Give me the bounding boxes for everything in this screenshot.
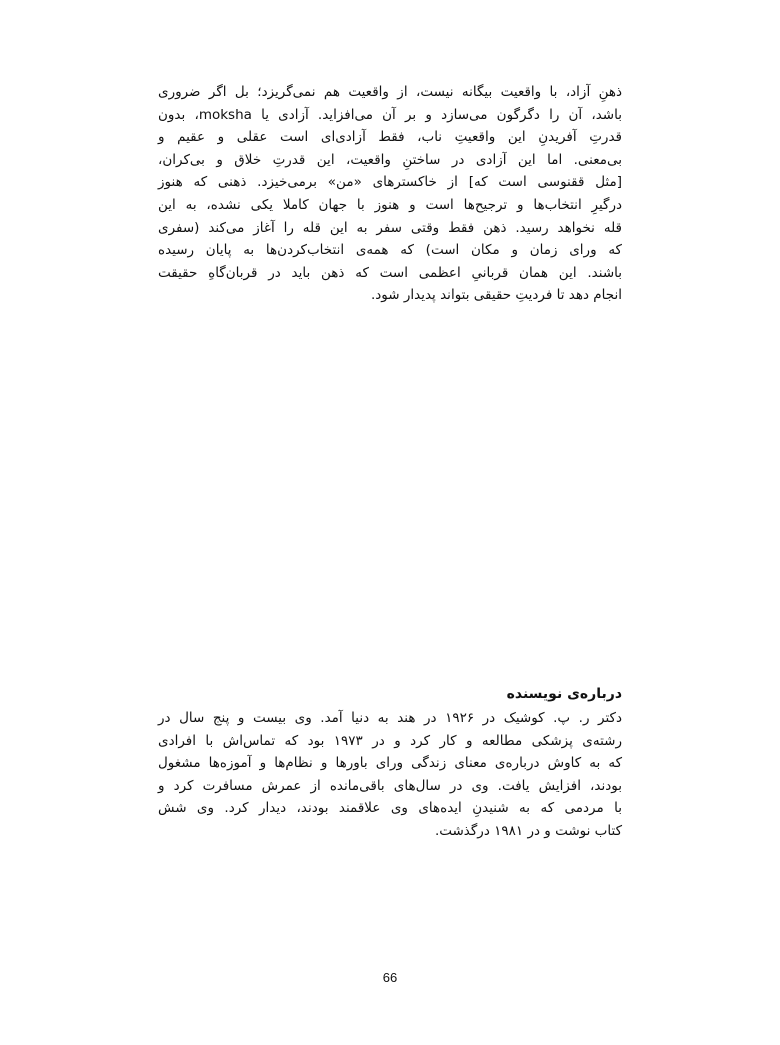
paragraph-line: انجام دهد تا فردیتِ حقیقی بتواند پدیدار شود.: [370, 287, 622, 304]
paragraph-line: با مردمی که به شنیدنِ ایده‌های وی علاقمند بودند، دیدار کرد. وی شش: [158, 800, 622, 817]
paragraph-line: رشته‌ی پزشکی مطالعه و کار کرد و در ۱۹۷۳ بود که تماس‌اش با افرادی: [158, 732, 622, 749]
paragraph-line: بودند، افزایش یافت. وی در سال‌های باقی‌مانده از عمرش مسافرت کرد و: [158, 777, 622, 794]
paragraph-line: قدرتِ آفریدنِ این واقعیتِ ناب، فقط آزادی‌ای است عقلی و عقیم و: [158, 129, 622, 146]
paragraph-line: دکتر ر. پ. کوشیک در ۱۹۲۶ در هند به دنیا آمد. وی بیست و پنج سال در: [158, 710, 622, 726]
paragraph-line: ذهنِ آزاد، با واقعیت بیگانه نیست، از واقعیت هم نمی‌گریزد؛ بل اگر ضروری: [158, 84, 622, 100]
paragraph-line: که ورای زمان و مکان است) که همه‌ی انتخاب‌کردن‌ها به پایان رسیده: [158, 242, 622, 259]
section-heading: درباره‌ی نویسنده: [506, 686, 622, 702]
paragraph-line: بی‌معنی. اما این آزادی در ساختنِ واقعیت، این قدرتِ خلاق و بی‌کران،: [158, 151, 622, 168]
paragraph-line: درگیرِ انتخاب‌ها و ترجیح‌ها است و هنوز با جهان کاملا یکی نشده، به این: [158, 196, 622, 213]
page-number: 66: [382, 970, 398, 985]
paragraph-line: [مثل ققنوسی است که] از خاکسترهای «من» برمی‌خیزد. ذهنی که هنوز: [158, 174, 622, 191]
paragraph-line: که به کاوش درباره‌ی معنای زندگی ورای باورها و نظام‌ها و آموزه‌ها مشغول: [158, 755, 622, 772]
paragraph-line: کتاب نوشت و در ۱۹۸۱ درگذشت.: [434, 822, 622, 839]
author-paragraph: [158, 707, 622, 843]
paragraph-line: باشند. این همان قربانیِ اعظمی است که ذهن باید در قربان‌گاهِ حقیقت: [158, 264, 622, 281]
body-paragraph: [158, 81, 622, 307]
paragraph-line: قله نخواهد رسید. ذهن فقط وقتی سفر به این قله را آغاز می‌کند (سفری: [158, 219, 622, 236]
paragraph-line: باشد، آن را دگرگون می‌سازد و بر آن می‌افزاید. آزادی یا moksha، بدون: [158, 106, 622, 123]
